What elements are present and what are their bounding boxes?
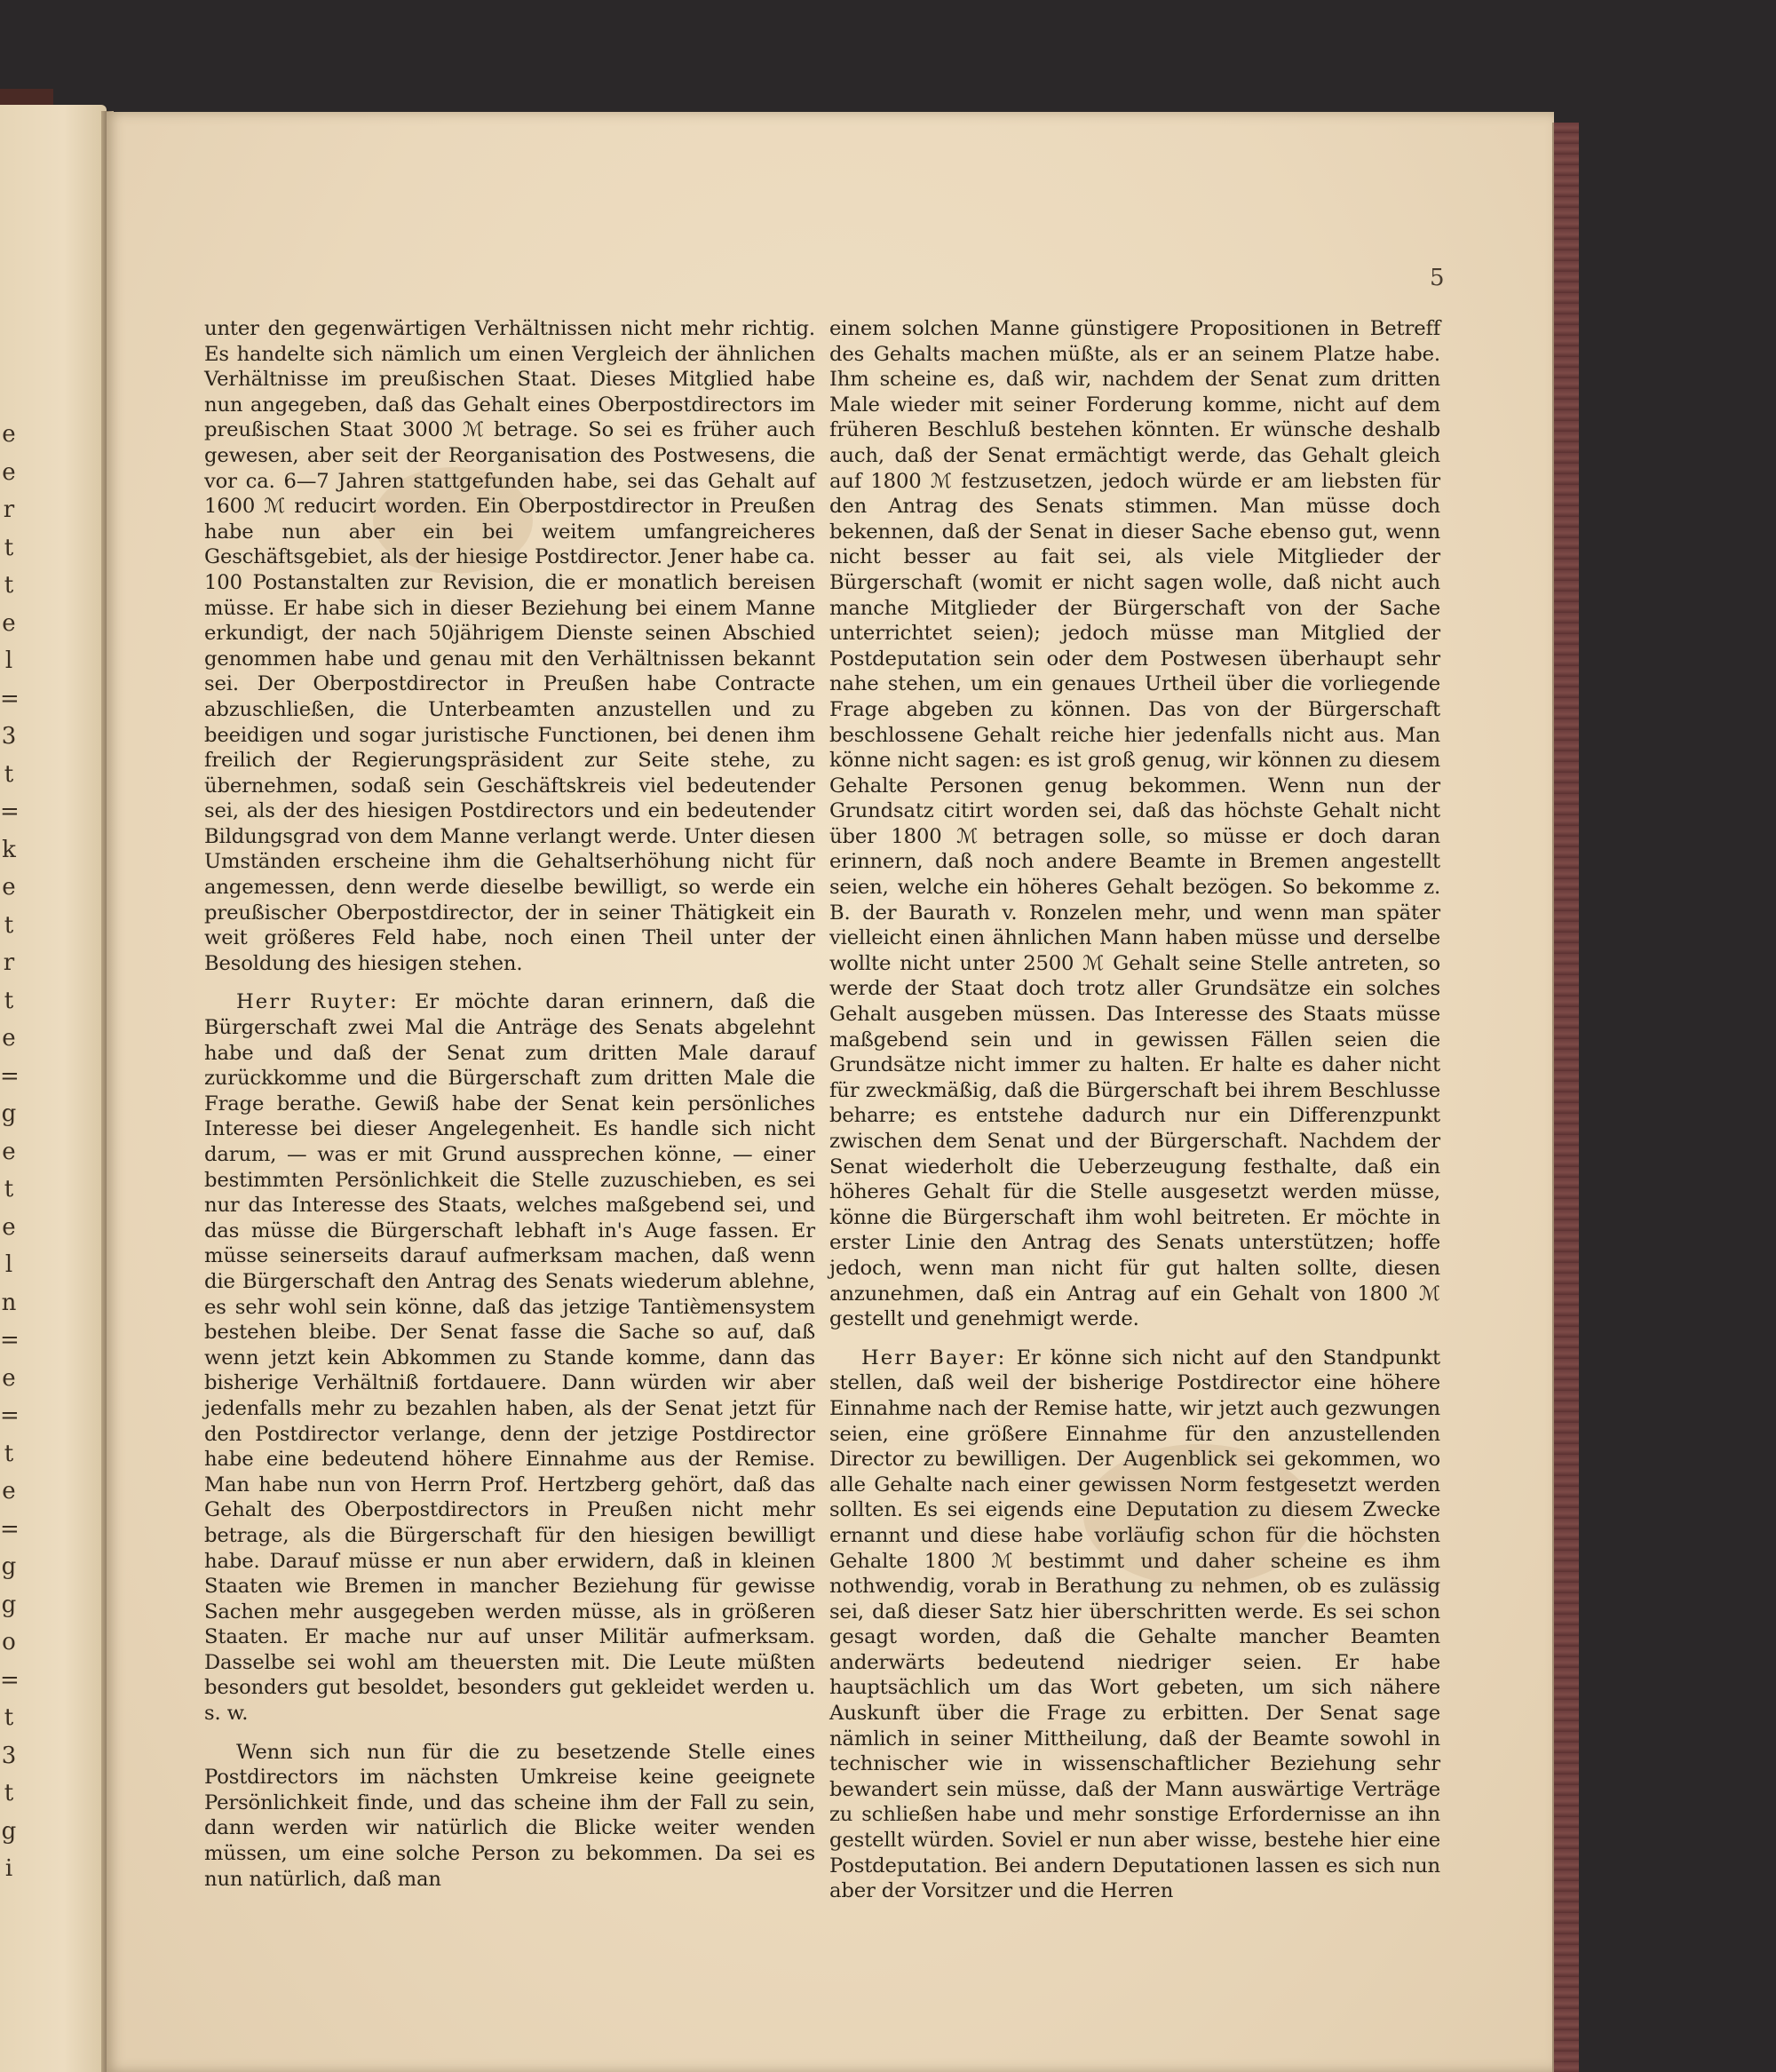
facing-page-char: = xyxy=(0,1666,20,1694)
facing-page-char: = xyxy=(0,798,20,825)
text-column-left xyxy=(204,316,815,1915)
facing-page-char: e xyxy=(2,1478,16,1504)
facing-page-char: l xyxy=(4,1251,13,1278)
paragraph xyxy=(829,316,1440,1332)
facing-page-char: g xyxy=(1,1591,17,1618)
facing-page-char: e xyxy=(2,1213,16,1241)
speaker-name: Herr Bayer: xyxy=(861,1346,1007,1369)
facing-page-char: t xyxy=(4,534,14,561)
facing-page-char: = xyxy=(0,685,20,712)
facing-page-char: t xyxy=(4,1780,14,1806)
facing-page-char: o xyxy=(2,1629,16,1655)
facing-page-char: g xyxy=(1,1817,17,1845)
facing-page-char: = xyxy=(0,1515,20,1543)
facing-page-char: r xyxy=(3,949,15,976)
facing-page-char: e xyxy=(2,609,16,637)
paragraph xyxy=(204,1740,815,1893)
facing-page-char: t xyxy=(4,1704,14,1731)
facing-page-char: = xyxy=(0,1062,20,1090)
facing-page-char: 3 xyxy=(1,1742,17,1769)
facing-page-char: e xyxy=(2,458,16,486)
facing-page-char: r xyxy=(3,496,15,523)
facing-page-char: g xyxy=(1,1553,17,1580)
paragraph-text: Wenn sich nun für die zu besetzende Stelle eines Postdirectors im nächsten Umkreise keine geeignete Persönlichkeit finde, und das scheine ihm der Fall zu sein, dann werden wir natürlich die Blicke weiter wenden müssen, um eine solche Person zu bekommen. Da sei es nun natürlich, daß man xyxy=(204,1740,815,1891)
facing-page-char: = xyxy=(0,1327,20,1354)
page-number: 5 xyxy=(1430,265,1445,291)
facing-page-char: = xyxy=(0,1402,20,1429)
facing-page-char: e xyxy=(2,1364,16,1392)
facing-page-line-endings xyxy=(0,416,18,1925)
facing-page-char: k xyxy=(2,836,16,863)
facing-page-char: t xyxy=(4,1176,14,1203)
facing-page-char: 3 xyxy=(1,723,17,750)
facing-page-char: l xyxy=(4,647,13,674)
paragraph-text: unter den gegenwärtigen Verhältnissen nicht mehr richtig. Es handelte sich nämlich um einen Vergleich der ähnlichen Verhältnisse im preußischen Staat. Dieses Mitglied habe nun angegeben, daß das Gehalt eines Oberpostdirectors im preußischen Staat 3000 ℳ betrage. So sei es früher auch gewesen, aber seit der Reorganisation des Postwesens, die vor ca. 6—7 Jahren stattgefunden habe, sei das Gehalt auf 1600 ℳ reducirt worden. Ein Oberpostdirector in Preußen habe nun aber ein bei weitem umfangreicheres Geschäftsgebiet, als der hiesige Postdirector. Jener habe ca. 100 Postanstalten zur Revision, die er monatlich bereisen müsse. Er habe sich in dieser Beziehung bei einem Manne erkundigt, der nach 50jährigem Dienste seinen Abschied genommen habe und genau mit den Verhältnissen bekannt sei. Der Oberpostdirector in Preußen habe Contracte abzuschließen, die Unterbeamten anzustellen und zu beeidigen und sogar juristische Functionen, bei denen ihm freilich der Regierungspräsident zur Seite stehe, zu übernehmen, sodaß sein Geschäftskreis viel bedeutender sei, als der des hiesigen Postdirectors und ein bedeutender Bildungsgrad von dem Manne verlangt werde. Unter diesen Umständen erscheine ihm die Gehaltserhöhung nicht für angemessen, denn werde dieselbe bewilligt, so werde ein preußischer Oberpostdirector, der in seiner Thätigkeit ein weit größeres Feld habe, noch einen Theil unter der Besoldung des hiesigen stehen. xyxy=(204,317,815,975)
facing-page-char: e xyxy=(2,1138,16,1165)
facing-page-char: t xyxy=(4,572,14,599)
facing-page-char: n xyxy=(1,1289,17,1316)
book-page xyxy=(107,112,1554,2072)
facing-page-char: t xyxy=(4,760,14,788)
facing-page-char: i xyxy=(4,1855,13,1882)
paragraph xyxy=(204,989,815,1726)
facing-page-char: e xyxy=(2,421,16,448)
facing-page-char: t xyxy=(4,911,14,939)
speaker-name: Herr Ruyter: xyxy=(236,990,399,1014)
text-column-right xyxy=(829,316,1440,1915)
paragraph xyxy=(204,316,815,976)
facing-page-char: t xyxy=(4,987,14,1014)
book-edge xyxy=(1552,123,1579,2072)
facing-page-edge xyxy=(0,105,107,2072)
paragraph-text: Er könne sich nicht auf den Standpunkt stellen, daß weil der bisherige Postdirector eine höhere Einnahme nach der Remise hatte, wir jetzt auch gezwungen seien, eine größere Einnahme für den anzustellenden Director zu bewilligen. Der Augenblick sei gekommen, wo alle Gehalte nach einer gewissen Norm festgesetzt werden sollten. Es sei eigends eine Deputation zu diesem Zwecke ernannt und diese habe vorläufig schon für die höchsten Gehalte 1800 ℳ bestimmt und daher scheine es ihm nothwendig, vorab in Berathung zu nehmen, ob es zulässig sei, daß dieser Satz hier überschritten werde. Es sei schon gesagt worden, daß die Gehalte mancher Beamten anderwärts bedeutend niedriger seien. Er habe hauptsächlich um das Wort gebeten, um sich nähere Auskunft über die Frage zu erbitten. Der Senat sage nämlich in seiner Mittheilung, daß der Beamte sowohl in technischer wie in wissenschaftlicher Beziehung sehr bewandert sein müsse, daß der Mann auswärtige Verträge zu schließen habe und mehr sonstige Erfordernisse an ihn gestellt würden. Soviel er nun aber wisse, bestehe hier eine Postdeputation. Bei andern Deputationen lassen es sich nun aber der Vorsitzer und die Herren xyxy=(829,1346,1440,1903)
paragraph-text: einem solchen Manne günstigere Propositionen in Betreff des Gehalts machen müßte, als er an seinem Platze habe. Ihm scheine es, daß wir, nachdem der Senat zum dritten Male wieder mit seiner Forderung komme, nicht auf dem früheren Beschluß bestehen könnten. Er wünsche deshalb auch, daß der Senat ermächtigt werde, das Gehalt gleich auf 1800 ℳ festzusetzen, jedoch würde er am liebsten für den Antrag des Senats stimmen. Man müsse doch bekennen, daß der Senat in dieser Sache ebenso gut, wenn nicht besser au fait sei, als viele Mitglieder der Bürgerschaft (womit er nicht sagen wolle, daß nicht auch manche Mitglieder der Bürgerschaft von der Sache unterrichtet seien); jedoch müsse man Mitglied der Postdeputation sein oder dem Postwesen überhaupt sehr nahe stehen, um ein genaues Urtheil über die vorliegende Frage abgeben zu können. Das von der Bürgerschaft beschlossene Gehalt reiche hier jedenfalls nicht aus. Man könne nicht sagen: es ist groß genug, wir können zu diesem Gehalte Personen genug bekommen. Wenn nun der Grundsatz citirt worden sei, daß das höchste Gehalt nicht über 1800 ℳ betragen solle, so müsse er doch daran erinnern, daß noch andere Beamte in Bremen angestellt seien, welche ein höheres Gehalt bezögen. So bekomme z. B. der Baurath v. Ronzelen mehr, und wenn man später vielleicht einen ähnlichen Mann haben müsse und derselbe wollte nicht unter 2500 ℳ Gehalt seine Stelle antreten, so werde der Staat doch trotz aller Grundsätze ein solches Gehalt ausgeben müssen. Das Interesse des Staats müsse maßgebend sein und in gewissen Fällen seien die Grundsätze nicht immer zu halten. Er halte es daher nicht für zweckmäßig, daß die Bürgerschaft bei ihrem Beschlusse beharre; es entstehe dadurch nur ein Differenzpunkt zwischen dem Senat und der Bürgerschaft. Nachdem der Senat wiederholt die Ueberzeugung festhalte, daß ein höheres Gehalt für die Stelle ausgesetzt werden müsse, könne die Bürgerschaft ihm wohl beitreten. Er möchte in erster Linie den Antrag des Senats unterstützen; hoffe jedoch, wenn man nicht für gut halten sollte, diesen anzunehmen, daß ein Antrag auf ein Gehalt von 1800 ℳ gestellt und genehmigt werde. xyxy=(829,317,1440,1331)
facing-page-char: e xyxy=(2,1025,16,1052)
facing-page-char: e xyxy=(2,874,16,901)
paragraph xyxy=(829,1346,1440,1904)
facing-page-char: g xyxy=(1,1100,17,1127)
paragraph-text: Er möchte daran erinnern, daß die Bürgerschaft zwei Mal die Anträge des Senats abgelehnt habe und daß der Senat zum dritten Male darauf zurückkomme und die Bürgerschaft zum dritten Male die Frage berathe. Gewiß habe der Senat kein persönliches Interesse bei dieser Angelegenheit. Es handle sich nicht darum, — was er mit Grund aussprechen könne, — einer bestimmten Persönlichkeit die Stelle zuzuschieben, es sei nur das Interesse des Staats, welches maßgebend sei, und das müsse die Bürgerschaft lebhaft in's Auge fassen. Er müsse seinerseits darauf aufmerksam machen, daß wenn die Bürgerschaft den Antrag des Senats wiederum ablehne, es sehr wohl sein könne, daß das jetzige Tantièmensystem bestehen bleibe. Der Senat fasse die Sache so auf, daß wenn jetzt kein Abkommen zu Stande komme, dann das bisherige Verhältniß fortdauere. Dann würden wir aber jedenfalls mehr zu bezahlen haben, als der Senat jetzt für den Postdirector verlange, denn der jetzige Postdirector habe eine bedeutend höhere Einnahme aus der Remise. Man habe nun von Herrn Prof. Hertzberg gehört, daß das Gehalt des Oberpostdirectors in Preußen nicht mehr betrage, als die Bürgerschaft für den hiesigen bewilligt habe. Darauf müsse er nun aber erwidern, daß in kleinen Staaten wie Bremen in mancher Beziehung für gewisse Sachen mehr ausgegeben werden müsse, als in größeren Staaten. Er mache nur auf unser Militär aufmerksam. Dasselbe sei wohl am theuersten mit. Die Leute müßten besonders gut besoldet, besonders gut gekleidet werden u. s. w. xyxy=(204,990,815,1726)
facing-page-char: t xyxy=(4,1440,14,1467)
